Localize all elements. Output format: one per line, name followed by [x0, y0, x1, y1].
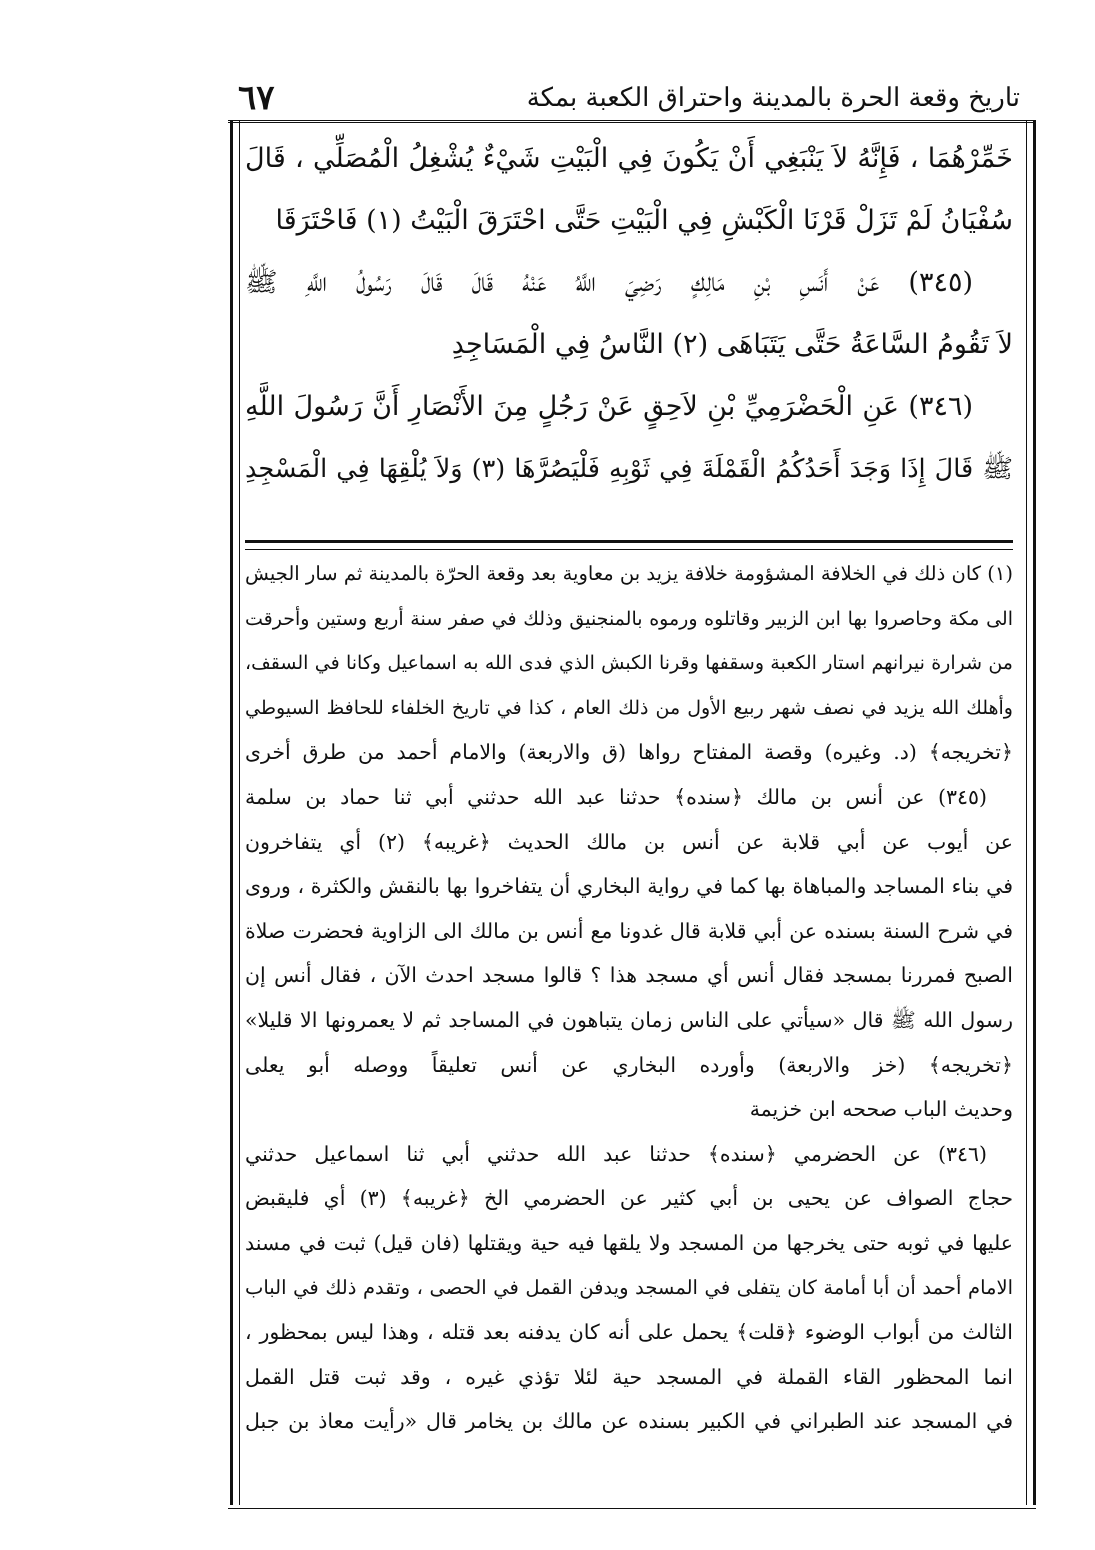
commentary-line: (٣٤٦) عن الحضرمي ﴿سنده﴾ حدثنا عبد الله حدثني أبي ثنا اسماعيل حدثني	[245, 1141, 987, 1166]
commentary-line: عن أيوب عن أبي قلابة عن أنس بن مالك الحديث ﴿غريبه﴾ (٢) أي يتفاخرون	[245, 829, 1013, 854]
frame-left-rule	[230, 120, 240, 1505]
commentary-line: في بناء المساجد والمباهاة بها كما في رواية البخاري أن يتفاخروا بها بالنقش والكثرة ، وروى	[245, 874, 1013, 899]
commentary-line: الى مكة وحاصروا بها ابن الزبير وقاتلوه ورموه بالمنجنيق وذلك في صفر سنة أربع وستين وأحرقت	[245, 607, 1013, 630]
hadith-text-block	[245, 128, 1013, 500]
frame-right-rule	[1026, 120, 1036, 1505]
hadith-line: (٣٤٦) عَنِ الْحَضْرَمِيِّ بْنِ لاَحِقٍ عَنْ رَجُلٍ مِنَ الأَنْصَارِ أَنَّ رَسُولَ اللَّهِ	[245, 391, 973, 422]
hadith-line: سُفْيَانُ لَمْ تَزَلْ قَرْنَا الْكَبْشِ فِي الْبَيْتِ حَتَّى احْتَرَقَ الْبَيْتُ (١) فَاحْتَرَقَا	[275, 205, 1013, 236]
commentary-line: الامام أحمد أن أبا أمامة كان يتفلى في المسجد ويدفن القمل في الحصى ، وتقدم ذلك في الباب	[245, 1275, 1013, 1299]
commentary-line: انما المحظور القاء القملة في المسجد حية لئلا تؤذي غيره ، وقد ثبت قتل القمل	[245, 1364, 1013, 1389]
commentary-line: ﴿تخريجه﴾ (خز والاربعة) وأورده البخاري عن أنس تعليقاً ووصله أبو يعلى	[245, 1052, 1013, 1077]
commentary-line: (١) كان ذلك في الخلافة المشؤومة خلافة يزيد بن معاوية بعد وقعة الحرّة بالمدينة ثم سار الجيش	[245, 562, 1013, 585]
commentary-line: من شرارة نيرانهم استار الكعبة وسقفها وقرنا الكبش الذي فدى الله به اسماعيل وكانا في السقف،	[245, 652, 1013, 675]
commentary-line: وحديث الباب صححه ابن خزيمة	[749, 1097, 1013, 1122]
commentary-line: الصبح فمررنا بمسجد فقال أنس أي مسجد هذا ؟ قالوا مسجد احدث الآن ، فقال أنس إن	[245, 963, 1013, 988]
commentary-line: الثالث من أبواب الوضوء ﴿قلت﴾ يحمل على أنه كان يدفنه بعد قتله ، وهذا ليس بمحظور ،	[245, 1320, 1013, 1345]
hadith-line: (٣٤٥) عَنْ أَنَسِ بْنِ مَالِكٍ رَضِيَ اللَّهُ عَنْهُ قَالَ قَالَ رَسُولُ اللَّهِ ﷺ	[245, 267, 973, 298]
commentary-line: عليها في ثوبه حتى يخرجها من المسجد ولا يلقها فيه حية ويقتلها (فان قيل) ثبت في مسند	[245, 1230, 1013, 1255]
commentary-line: (٣٤٥) عن أنس بن مالك ﴿سنده﴾ حدثنا عبد الله حدثني أبي ثنا حماد بن سلمة	[245, 784, 987, 809]
page-number: ٦٧	[238, 78, 275, 118]
commentary-line: في شرح السنة بسنده عن أبي قلابة قال غدونا مع أنس بن مالك الى الزاوية فحضرت صلاة	[245, 918, 1013, 943]
commentary-line: في المسجد عند الطبراني في الكبير بسنده عن مالك بن يخامر قال «رأيت معاذ بن جبل	[245, 1409, 1013, 1434]
commentary-line: وأهلك الله يزيد في نصف شهر ربيع الأول من ذلك العام ، كذا في تاريخ الخلفاء للحافظ السيوطي	[245, 696, 1013, 719]
commentary-line: رسول الله ﷺ قال «سيأتي على الناس زمان يتباهون في المساجد ثم لا يعمرونها الا قليلا»	[245, 1007, 1013, 1032]
hadith-line: ﷺ قَالَ إِذَا وَجَدَ أَحَدُكُمُ الْقَمْلَةَ فِي ثَوْبِهِ فَلْيَصُرَّهَا (٣) وَلاَ يُلْقِهَا فِي الْمَسْجِدِ	[245, 454, 1013, 484]
commentary-block	[245, 552, 1013, 1444]
running-title: تاريخ وقعة الحرة بالمدينة واحتراق الكعبة بمكة	[526, 83, 1020, 113]
commentary-line: ﴿تخريجه﴾ (د. وغيره) وقصة المفتاح رواها (ق والاربعة) والامام أحمد من طرق أخرى	[245, 740, 1013, 765]
hadith-line: خَمِّرْهُمَا ، فَإِنَّهُ لاَ يَنْبَغِي أَنْ يَكُونَ فِي الْبَيْتِ شَيْءٌ يُشْغِلُ الْمُصَلِّي ، قَالَ	[245, 143, 1013, 174]
commentary-line: حجاج الصواف عن يحيى بن أبي كثير عن الحضرمي الخ ﴿غريبه﴾ (٣) أي فليقبض	[245, 1186, 1013, 1211]
hadith-line: لاَ تَقُومُ السَّاعَةُ حَتَّى يَتَبَاهَى (٢) النَّاسُ فِي الْمَسَاجِدِ	[451, 329, 1013, 360]
page-header	[230, 78, 1020, 118]
footnote-divider	[245, 540, 1013, 550]
